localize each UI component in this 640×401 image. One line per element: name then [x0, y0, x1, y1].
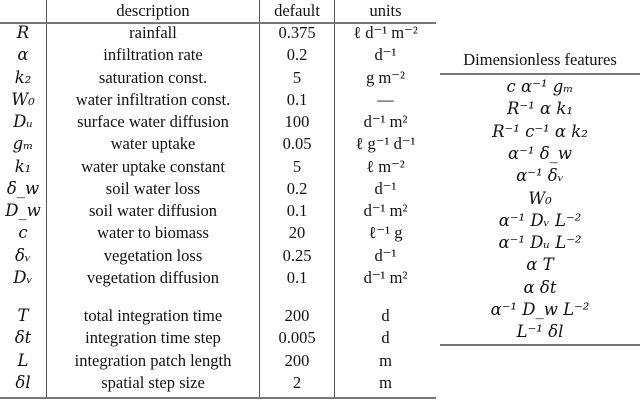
cell-default: 0.25 — [282, 246, 312, 265]
cell-default: 0.1 — [286, 201, 308, 220]
cell-description: soil water loss — [105, 179, 201, 198]
table-row — [0, 44, 436, 66]
cell-units: m — [379, 373, 392, 392]
cell-default: 20 — [288, 223, 306, 242]
cell-default: 0.005 — [278, 328, 316, 347]
cell-default: 0.375 — [278, 23, 316, 42]
cell-symbol: α — [17, 45, 29, 64]
cell-description: spatial step size — [101, 373, 205, 392]
cell-units: d⁻¹ m² — [363, 201, 408, 220]
cell-units: ℓ m⁻² — [366, 157, 405, 176]
cell-symbol: k₁ — [14, 157, 32, 176]
cell-units: d⁻¹ m² — [363, 112, 408, 131]
cell-symbol: δl — [15, 373, 31, 392]
cell-units: d — [381, 328, 390, 347]
cell-symbol: D_w — [5, 201, 41, 220]
dimensionless-item: α⁻¹ δ_w — [507, 143, 573, 163]
cell-description: surface water diffusion — [77, 112, 229, 131]
table-row — [0, 222, 436, 244]
dimensionless-item: α⁻¹ Dᵥ L⁻² — [498, 210, 582, 230]
table-row — [0, 327, 436, 349]
cell-description: vegetation diffusion — [86, 268, 220, 287]
cell-symbol: W₀ — [11, 90, 35, 109]
cell-symbol: Dᵥ — [13, 268, 33, 287]
cell-units: g m⁻² — [366, 68, 405, 87]
dimensionless-item: α δt — [523, 277, 557, 297]
cell-units: ℓ⁻¹ g — [368, 223, 403, 242]
cell-symbol: L — [17, 351, 29, 370]
dimensionless-item: c α⁻¹ gₘ — [506, 77, 574, 96]
table-row — [0, 245, 436, 267]
dimensionless-item: R⁻¹ c⁻¹ α k₂ — [492, 121, 588, 141]
cell-default: 5 — [292, 157, 302, 176]
table-row — [0, 22, 436, 44]
cell-default: 2 — [292, 373, 302, 392]
cell-description: water uptake — [110, 134, 196, 153]
dimensionless-item: α⁻¹ Dᵤ L⁻² — [498, 233, 582, 253]
cell-description: integration patch length — [74, 351, 232, 370]
cell-default: 200 — [284, 351, 310, 370]
cell-units: d⁻¹ — [374, 45, 397, 64]
header-description: description — [116, 1, 190, 20]
table-row — [0, 133, 436, 155]
table-row — [0, 67, 436, 89]
cell-description: water infiltration const. — [75, 90, 231, 109]
cell-symbol: T — [17, 306, 29, 325]
cell-default: 0.1 — [286, 90, 308, 109]
cell-description: water to biomass — [97, 223, 209, 242]
cell-units: d⁻¹ — [374, 179, 397, 198]
cell-default: 0.2 — [286, 179, 308, 198]
bottom-rule — [440, 344, 640, 346]
cell-units: — — [377, 90, 394, 109]
table-row — [0, 372, 436, 394]
table-row — [0, 178, 436, 200]
cell-description: total integration time — [83, 306, 223, 325]
cell-units: ℓ d⁻¹ m⁻² — [353, 23, 418, 42]
table-row — [0, 156, 436, 178]
table-row — [0, 350, 436, 372]
cell-description: water uptake constant — [81, 157, 225, 176]
cell-default: 200 — [284, 306, 310, 325]
dimensionless-item: L⁻¹ δl — [516, 322, 564, 342]
dimensionless-item: R⁻¹ α k₁ — [507, 99, 573, 119]
table-row — [0, 267, 436, 289]
cell-description: infiltration rate — [103, 45, 203, 64]
header-units: units — [369, 1, 402, 20]
cell-description: vegetation loss — [103, 246, 203, 265]
table-row — [0, 111, 436, 133]
cell-default: 0.1 — [286, 268, 308, 287]
cell-default: 0.2 — [286, 45, 308, 64]
table-row — [0, 200, 436, 222]
header-rule — [440, 73, 640, 75]
dimensionless-header: Dimensionless features — [463, 50, 617, 69]
cell-default: 5 — [292, 68, 302, 87]
cell-default: 0.05 — [282, 134, 312, 153]
cell-symbol: δt — [14, 328, 32, 347]
bottom-rule — [0, 397, 436, 399]
dimensionless-item: α⁻¹ D_w L⁻² — [490, 300, 590, 319]
cell-description: saturation const. — [98, 68, 208, 87]
dimensionless-item: α T — [526, 255, 554, 275]
cell-symbol: gₘ — [12, 134, 34, 153]
cell-units: d⁻¹ m² — [363, 268, 408, 287]
cell-description: soil water diffusion — [88, 201, 217, 220]
cell-symbol: R — [16, 23, 30, 42]
dimensionless-item: α⁻¹ δᵥ — [516, 166, 564, 186]
table-row — [0, 89, 436, 111]
cell-units: d — [381, 306, 390, 325]
cell-symbol: δᵥ — [14, 246, 32, 265]
dimensionless-item: W₀ — [528, 188, 552, 208]
cell-description: integration time step — [85, 328, 221, 347]
cell-symbol: k₂ — [14, 68, 32, 87]
cell-units: d⁻¹ — [374, 246, 397, 265]
cell-default: 100 — [284, 112, 310, 131]
cell-units: ℓ g⁻¹ d⁻¹ — [355, 134, 416, 153]
cell-symbol: δ_w — [6, 179, 40, 198]
table-row — [0, 305, 436, 327]
cell-symbol: Dᵤ — [13, 112, 33, 131]
cell-symbol: c — [18, 223, 28, 242]
cell-description: rainfall — [129, 23, 177, 42]
header-default: default — [274, 1, 320, 20]
header-row — [0, 0, 436, 22]
cell-units: m — [379, 351, 392, 370]
